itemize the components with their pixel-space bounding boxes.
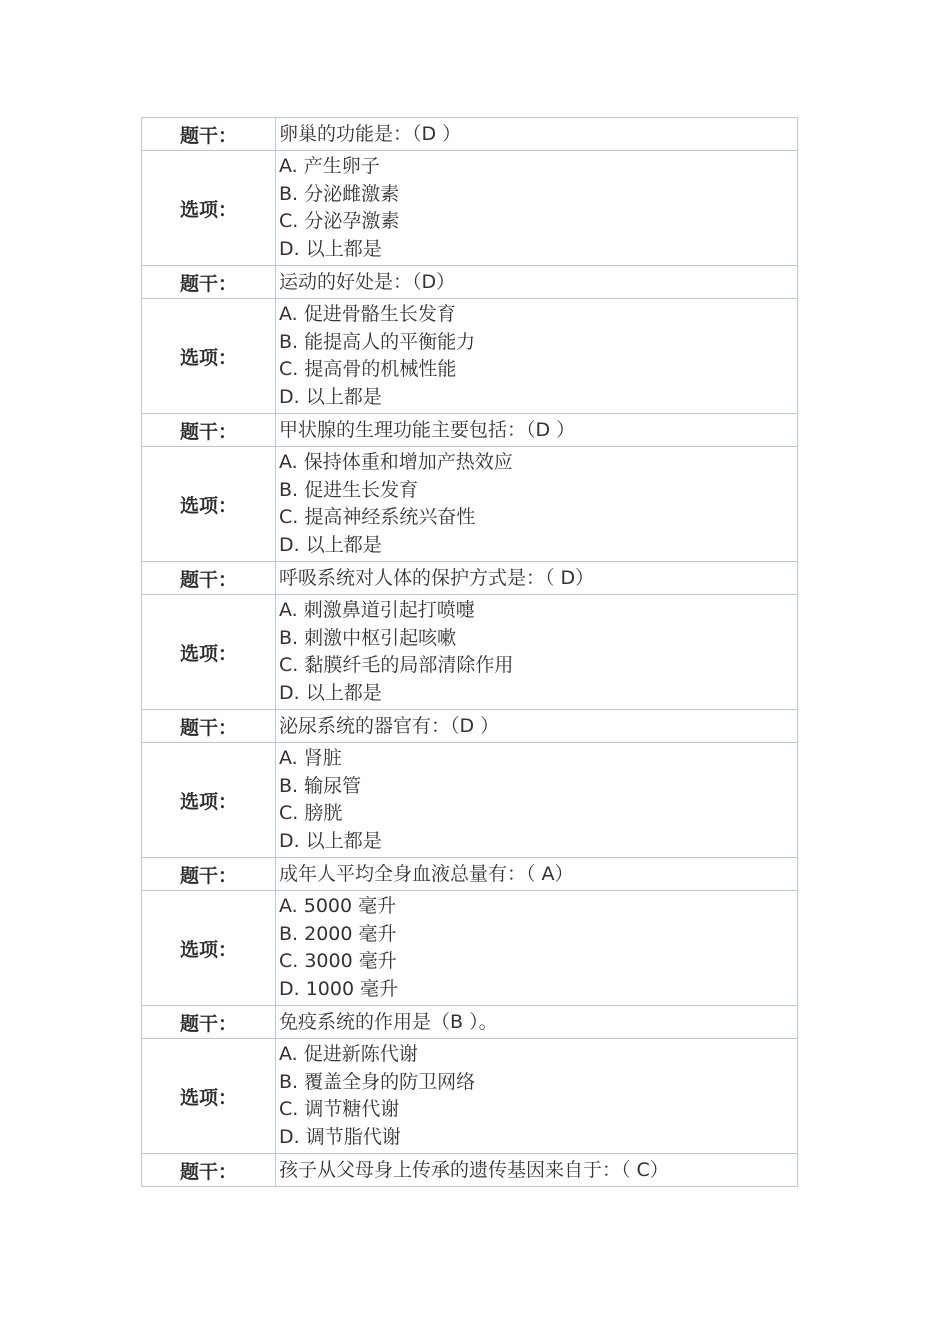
option-item: D. 以上都是 xyxy=(279,385,382,408)
options-label: 选项： xyxy=(142,447,276,562)
options-list xyxy=(276,299,798,414)
options-list xyxy=(276,891,798,1006)
options-label: 选项： xyxy=(142,1039,276,1154)
option-item: C. 分泌孕激素 xyxy=(279,210,400,232)
option-item: D. 以上都是 xyxy=(279,237,382,260)
options-list xyxy=(276,1039,798,1154)
options-list xyxy=(276,151,798,266)
option-item: A. 产生卵子 xyxy=(279,155,380,177)
stem-label: 题干： xyxy=(142,710,276,743)
option-item: D. 1000 毫升 xyxy=(279,977,399,1000)
option-item: A. 促进新陈代谢 xyxy=(279,1043,418,1065)
option-item: A. 5000 毫升 xyxy=(279,895,397,917)
question-stem: 甲状腺的生理功能主要包括：（D ） xyxy=(276,414,798,447)
option-item: C. 膀胱 xyxy=(279,802,343,824)
quiz-body xyxy=(142,118,798,1187)
question-options-row xyxy=(142,891,798,1006)
question-stem: 成年人平均全身血液总量有：（ A） xyxy=(276,858,798,891)
option-item: A. 促进骨骼生长发育 xyxy=(279,303,456,325)
question-stem-row xyxy=(142,710,798,743)
option-item: C. 3000 毫升 xyxy=(279,950,397,972)
question-options-row xyxy=(142,743,798,858)
question-options-row xyxy=(142,299,798,414)
option-item: D. 以上都是 xyxy=(279,533,382,556)
question-options-row xyxy=(142,151,798,266)
question-stem-row xyxy=(142,562,798,595)
question-stem-row xyxy=(142,1154,798,1187)
option-item: A. 保持体重和增加产热效应 xyxy=(279,451,513,473)
question-stem: 运动的好处是：（D） xyxy=(276,266,798,299)
question-stem-row xyxy=(142,414,798,447)
question-options-row xyxy=(142,447,798,562)
option-item: B. 覆盖全身的防卫网络 xyxy=(279,1070,476,1093)
option-item: D. 以上都是 xyxy=(279,829,382,852)
options-label: 选项： xyxy=(142,299,276,414)
option-item: B. 输尿管 xyxy=(279,774,362,797)
question-stem: 泌尿系统的器官有：（D ） xyxy=(276,710,798,743)
option-item: B. 刺激中枢引起咳嗽 xyxy=(279,626,457,649)
stem-label: 题干： xyxy=(142,118,276,151)
options-label: 选项： xyxy=(142,891,276,1006)
question-stem: 呼吸系统对人体的保护方式是：（ D） xyxy=(276,562,798,595)
question-stem-row xyxy=(142,1006,798,1039)
question-stem-row xyxy=(142,858,798,891)
options-list xyxy=(276,743,798,858)
option-item: B. 分泌雌激素 xyxy=(279,182,400,205)
stem-label: 题干： xyxy=(142,414,276,447)
question-stem: 卵巢的功能是：（D ） xyxy=(276,118,798,151)
option-item: B. 2000 毫升 xyxy=(279,922,397,945)
option-item: D. 以上都是 xyxy=(279,681,382,704)
option-item: D. 调节脂代谢 xyxy=(279,1125,401,1148)
question-stem-row xyxy=(142,266,798,299)
option-item: C. 提高骨的机械性能 xyxy=(279,358,457,380)
option-item: C. 调节糖代谢 xyxy=(279,1098,400,1120)
question-options-row xyxy=(142,595,798,710)
options-label: 选项： xyxy=(142,743,276,858)
question-stem: 孩子从父母身上传承的遗传基因来自于：（ C） xyxy=(276,1154,798,1187)
stem-label: 题干： xyxy=(142,562,276,595)
options-list xyxy=(276,447,798,562)
quiz-table xyxy=(141,117,798,1187)
question-stem: 免疫系统的作用是（B ）。 xyxy=(276,1006,798,1039)
option-item: C. 提高神经系统兴奋性 xyxy=(279,506,476,528)
stem-label: 题干： xyxy=(142,266,276,299)
option-item: A. 刺激鼻道引起打喷嚏 xyxy=(279,599,475,621)
options-label: 选项： xyxy=(142,151,276,266)
options-list xyxy=(276,595,798,710)
option-item: B. 能提高人的平衡能力 xyxy=(279,330,476,353)
stem-label: 题干： xyxy=(142,1006,276,1039)
option-item: C. 黏膜纤毛的局部清除作用 xyxy=(279,654,514,676)
option-item: B. 促进生长发育 xyxy=(279,478,419,501)
question-stem-row xyxy=(142,118,798,151)
stem-label: 题干： xyxy=(142,858,276,891)
options-label: 选项： xyxy=(142,595,276,710)
question-options-row xyxy=(142,1039,798,1154)
option-item: A. 肾脏 xyxy=(279,747,342,769)
stem-label: 题干： xyxy=(142,1154,276,1187)
